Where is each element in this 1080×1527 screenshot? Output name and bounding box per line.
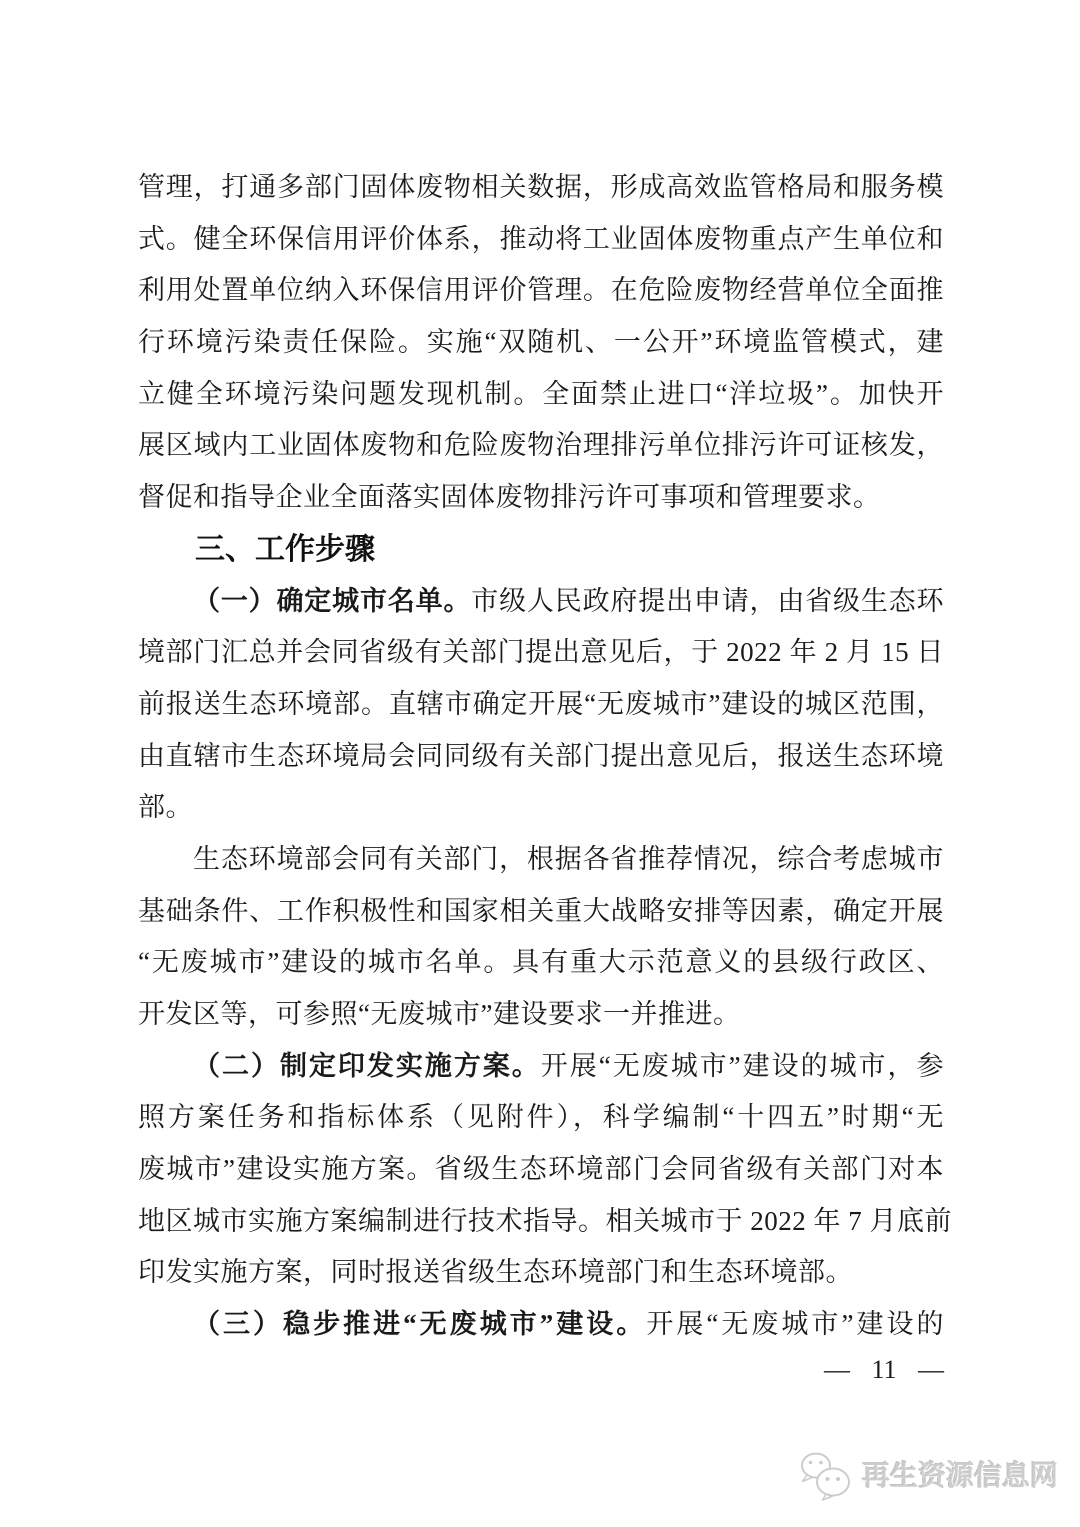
text-line: 式。健全环保信用评价体系，推动将工业固体废物重点产生单位和 xyxy=(138,223,944,254)
wechat-chat-bubbles-icon xyxy=(799,1451,855,1501)
text-line: 地区城市实施方案编制进行技术指导。相关城市于 2022 年 7 月底前 xyxy=(138,1205,952,1236)
text-line: 废城市”建设实施方案。省级生态环境部门会同省级有关部门对本 xyxy=(138,1154,944,1185)
text-line: 开发区等，可参照“无废城市”建设要求一并推进。 xyxy=(138,999,741,1029)
text-line: “无废城市”建设的城市名单。具有重大示范意义的县级行政区、 xyxy=(138,947,944,978)
section-heading: 三、工作步骤 xyxy=(195,532,375,566)
item-two-text: 开展“无废城市”建设的城市，参 xyxy=(540,1050,945,1081)
text-line xyxy=(138,1299,944,1351)
text-line: 印发实施方案，同时报送省级生态环境部门和生态环境部。 xyxy=(138,1257,853,1288)
text-line: 照方案任务和指标体系（见附件），科学编制“十四五”时期“无 xyxy=(138,1102,944,1133)
item-three-lead: （三）稳步推进“无废城市”建设。 xyxy=(193,1309,647,1340)
text-line: 生态环境部会同有关部门，根据各省推荐情况，综合考虑城市 xyxy=(193,843,944,874)
text-line: 立健全环境污染问题发现机制。全面禁止进口“洋垃圾”。加快开 xyxy=(138,378,944,409)
text-line: 利用处置单位纳入环保信用评价管理。在危险废物经营单位全面推 xyxy=(138,275,944,306)
text-line: 部。 xyxy=(138,792,193,823)
text-line: 境部门汇总并会同省级有关部门提出意见后，于 2022 年 2 月 15 日 xyxy=(138,637,944,668)
text-line: 由直辖市生态环境局会同同级有关部门提出意见后，报送生态环境 xyxy=(138,740,944,771)
text-line: 展区域内工业固体废物和危险废物治理排污单位排污许可证核发， xyxy=(138,430,944,461)
text-line: 行环境污染责任保险。实施“双随机、一公开”环境监管模式，建 xyxy=(138,327,944,358)
watermark xyxy=(799,1451,1058,1501)
text-line xyxy=(138,1041,944,1093)
text-line xyxy=(138,576,944,628)
item-one-text: 市级人民政府提出申请，由省级生态环 xyxy=(471,585,945,616)
text-line: 管理，打通多部门固体废物相关数据，形成高效监管格局和服务模 xyxy=(138,172,944,202)
item-two-lead: （二）制定印发实施方案。 xyxy=(193,1050,541,1081)
item-one-lead: （一）确定城市名单。 xyxy=(193,585,472,616)
text-line: 基础条件、工作积极性和国家相关重大战略安排等因素，确定开展 xyxy=(138,895,944,926)
page-number: — 11 — xyxy=(823,1355,944,1384)
text-line: 督促和指导企业全面落实固体废物排污许可事项和管理要求。 xyxy=(138,482,881,513)
document-body xyxy=(138,162,952,1351)
item-three-text: 开展“无废城市”建设的 xyxy=(646,1309,944,1340)
text-line: 前报送生态环境部。直辖市确定开展“无废城市”建设的城区范围， xyxy=(138,688,944,719)
watermark-site-name: 再生资源信息网 xyxy=(862,1460,1059,1491)
